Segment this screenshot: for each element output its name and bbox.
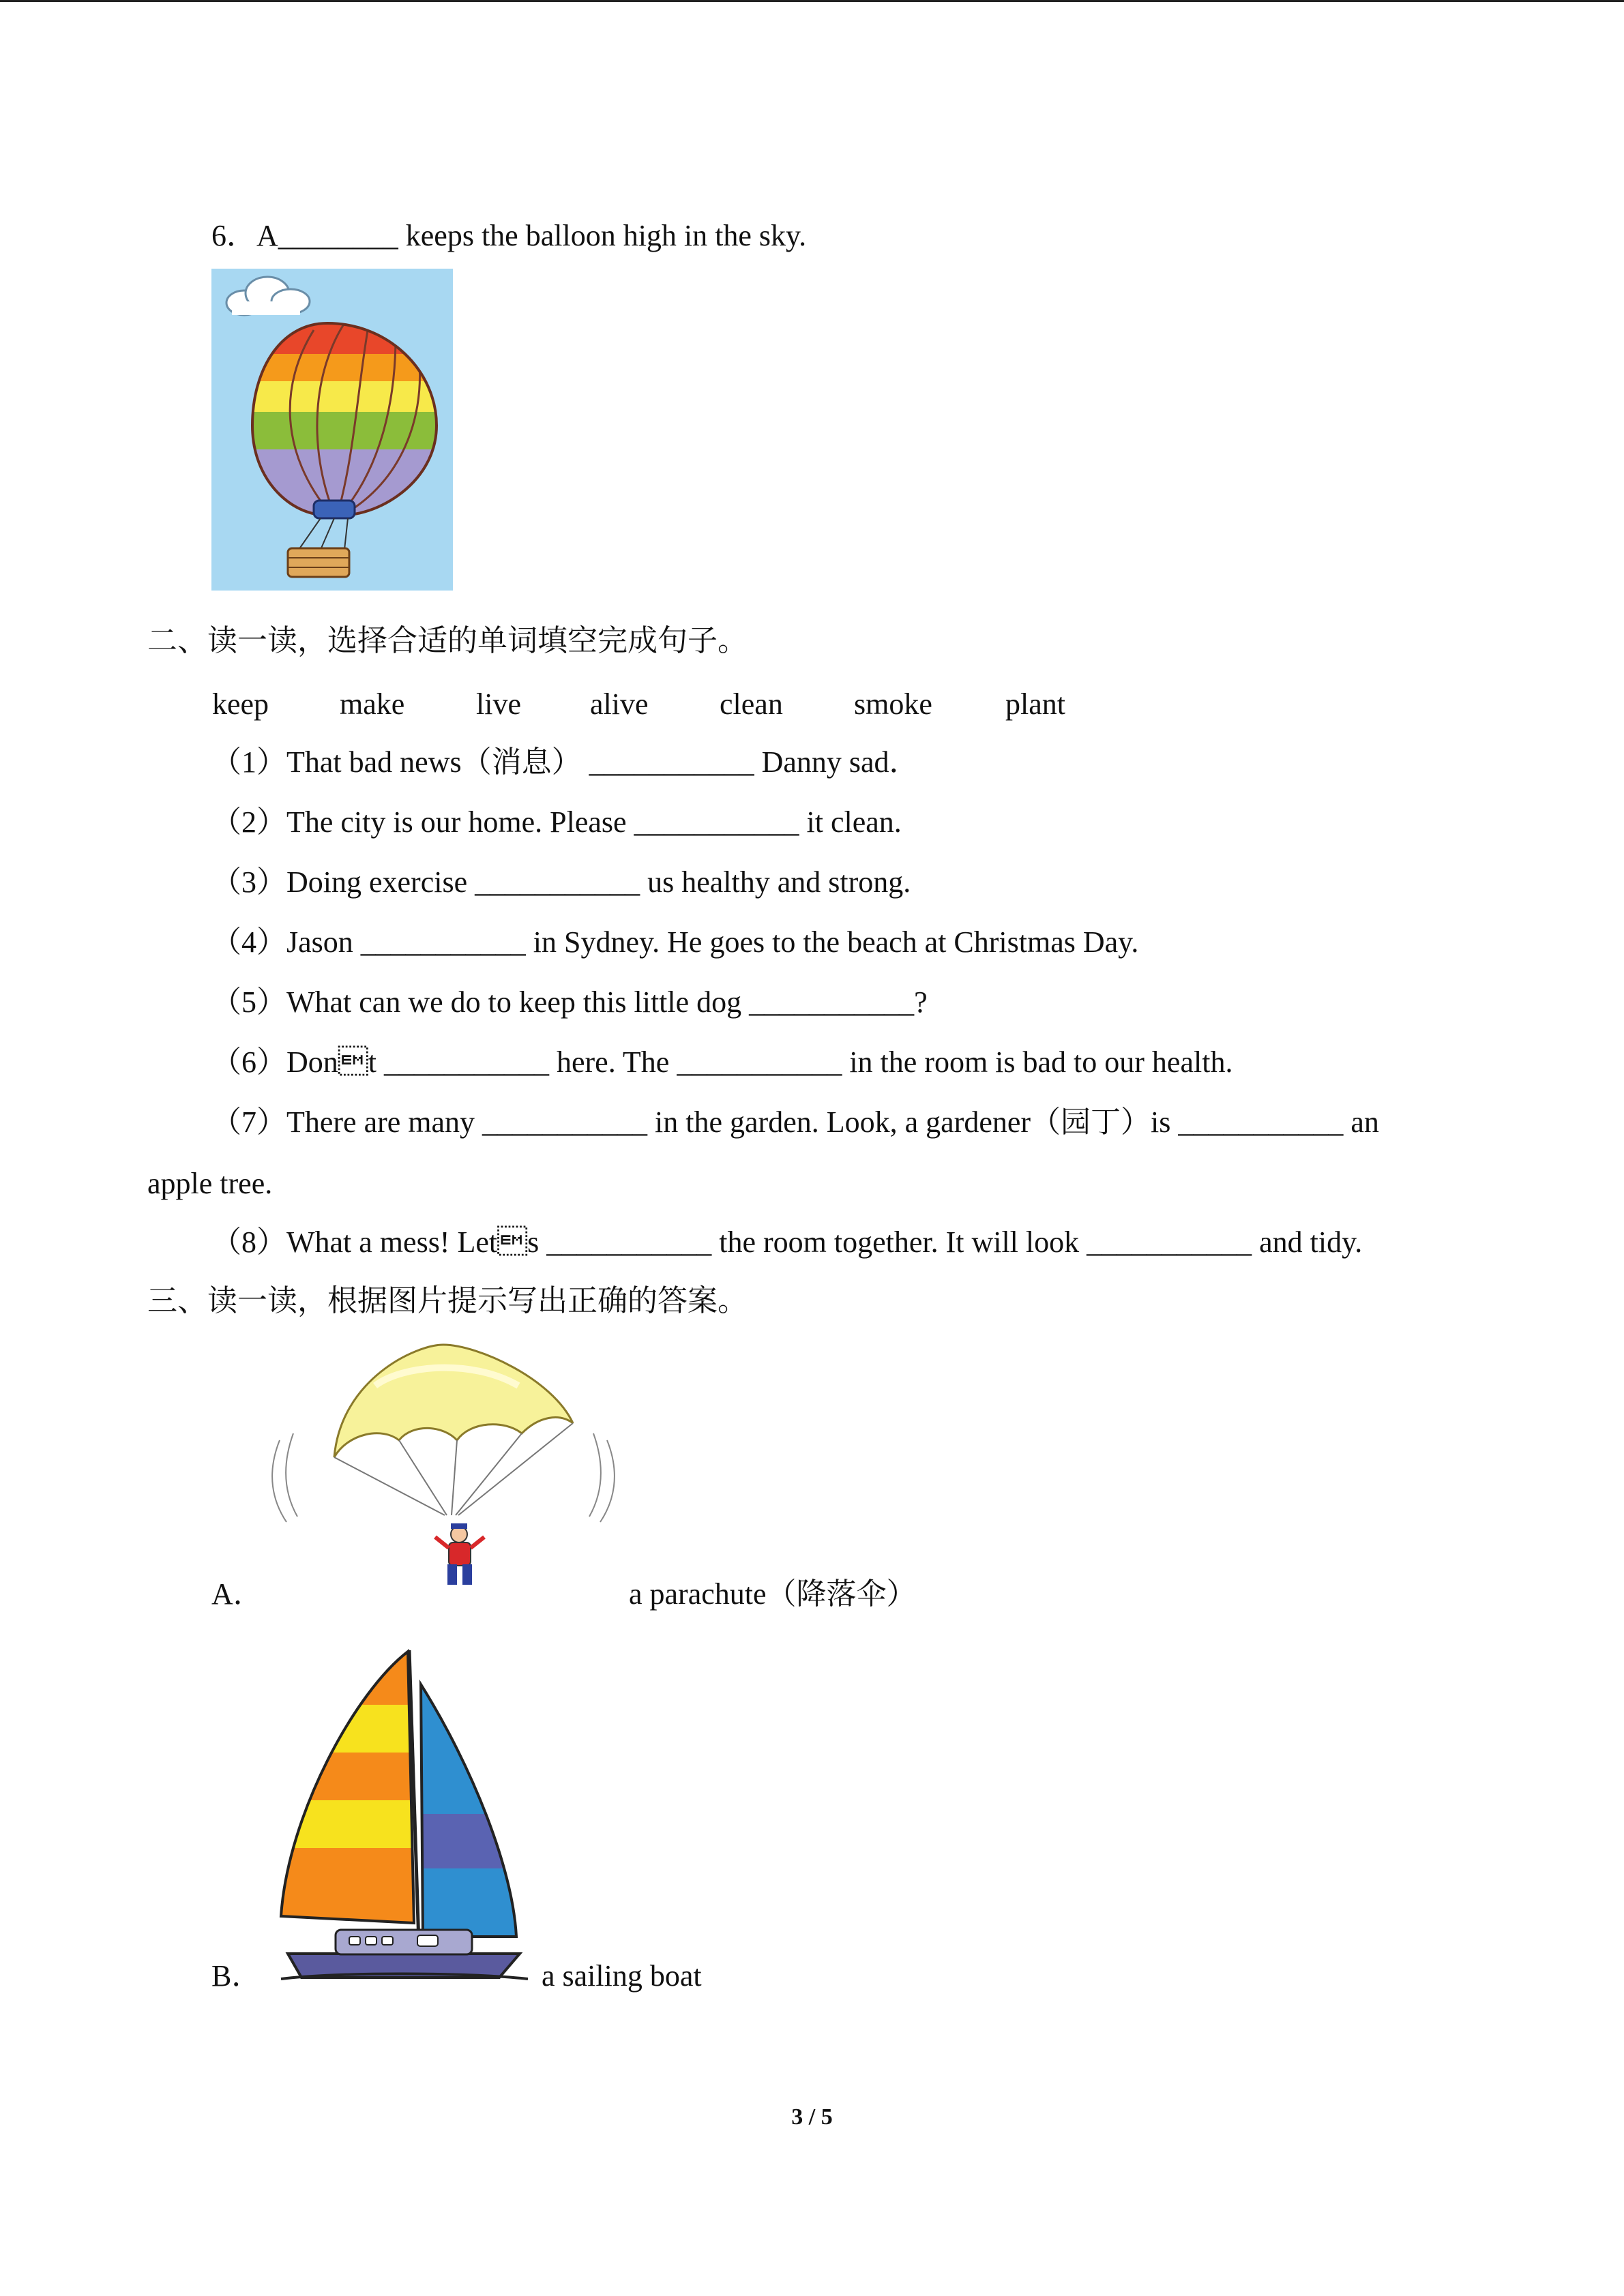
hot-air-balloon-image xyxy=(211,269,453,591)
sentence-4: （4）Jason ___________ in Sydney. He goes to the beach at Christmas Day. xyxy=(211,925,1139,959)
sentence-6: （6）Dont ___________ here. The ___________ in the room is bad to our health. xyxy=(211,1045,1233,1079)
sentence-1: （1）That bad news（消息） ___________ Danny sad． xyxy=(211,745,919,779)
item-b-text: a sailing boat xyxy=(542,1959,702,1993)
word-bank-item: plant xyxy=(1005,687,1065,721)
sentence-7-continued: apple tree. xyxy=(147,1167,273,1200)
question-6: 6．A________ keeps the balloon high in the sky. xyxy=(211,219,807,252)
item-a-letter: A． xyxy=(211,1577,263,1611)
page-top-border xyxy=(0,0,1624,2)
sentence-7: （7）There are many ___________ in the garden. Look, a gardener（园丁）is ___________ an xyxy=(211,1105,1379,1139)
word-bank-item: clean xyxy=(720,687,783,721)
sentence-3: （3）Doing exercise ___________ us healthy and strong. xyxy=(211,865,911,899)
word-bank-item: live xyxy=(476,687,521,721)
sentence-2: （2）The city is our home. Please ___________ it clean. xyxy=(211,805,902,839)
sentence-8: （8）What a mess! Lets ___________ the room together. It will look ___________ and tidy. xyxy=(211,1225,1363,1259)
section-3-heading: 三、读一读，根据图片提示写出正确的答案。 xyxy=(147,1284,748,1317)
word-bank-item: make xyxy=(340,687,405,721)
item-a-text: a parachute（降落伞） xyxy=(629,1577,917,1611)
item-b-letter: B． xyxy=(211,1959,262,1993)
section-2-heading: 二、读一读，选择合适的单词填空完成句子。 xyxy=(147,624,748,657)
word-bank-item: alive xyxy=(590,687,649,721)
word-bank-item: keep xyxy=(212,687,269,721)
sentence-5: （5）What can we do to keep this little dog ___________? xyxy=(211,985,928,1019)
page-number: 3 / 5 xyxy=(791,2104,833,2130)
parachute-image xyxy=(266,1338,628,1602)
sailing-boat-image xyxy=(274,1643,528,1984)
word-bank-item: smoke xyxy=(854,687,932,721)
